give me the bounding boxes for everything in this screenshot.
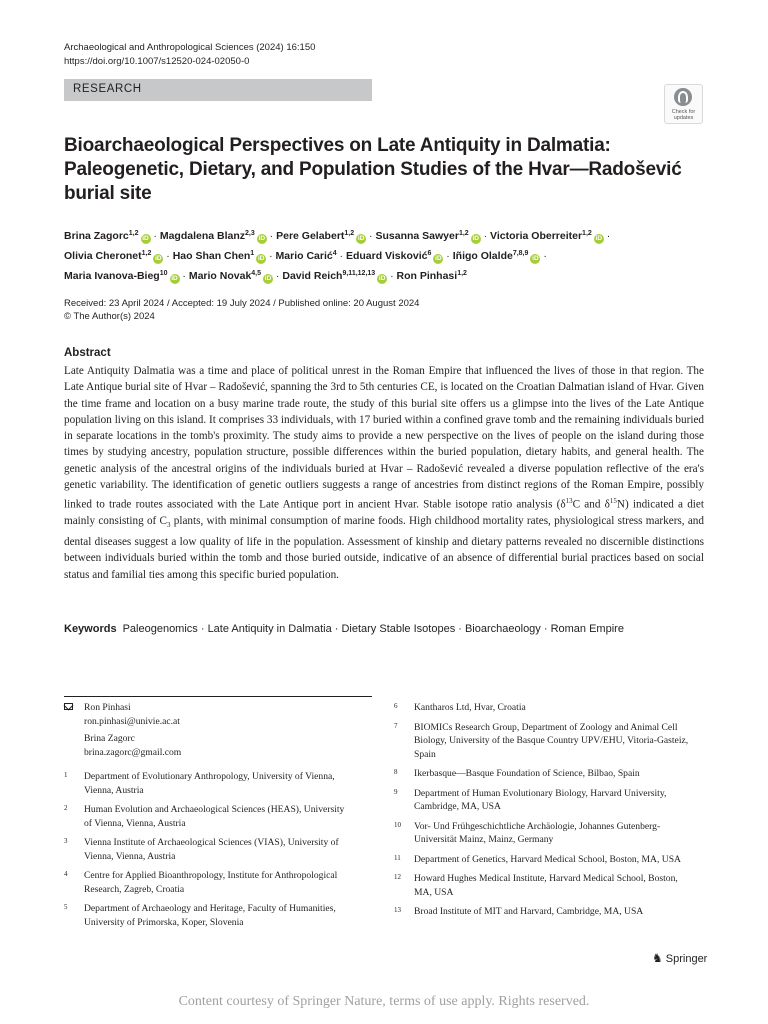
affiliation-item: 10 Vor- Und Frühgeschichtliche Archäologie, Johannes Gutenberg-Universität Mainz, Mainz, Germany — [394, 820, 661, 845]
author-name[interactable]: David Reich$^{9,11,12,13}$iD — [282, 270, 386, 282]
doi-link[interactable]: https://doi.org/10.1007/s12520-024-02050-0 — [64, 56, 250, 67]
orcid-icon[interactable]: iD — [142, 235, 149, 242]
orcid-icon[interactable]: iD — [257, 255, 265, 262]
author-name[interactable]: Pere Gelabert$^{1,2}$iD — [276, 230, 365, 242]
affiliation-item: 1 Department of Evolutionary Anthropology, University of Vienna, Vienna, Austria — [64, 771, 335, 796]
abstract-heading: Abstract — [64, 347, 111, 359]
keywords — [64, 623, 704, 635]
copyright: © The Author(s) 2024 — [64, 311, 155, 322]
author-name[interactable]: Magdalena Blanz$^{2,3}$iD — [159, 230, 266, 242]
orcid-icon[interactable]: iD — [264, 275, 272, 282]
author-name[interactable]: Hao Shan Chen$^1$iD — [172, 250, 265, 262]
author-name[interactable]: Mario Carić$^4$ — [275, 250, 337, 262]
update-icon — [674, 88, 692, 106]
affiliation-item: 7 BIOMICs Research Group, Department of Zoology and Animal Cell Biology, University of the Basque Country UPV/EHU, Vitoria-Gasteiz, Spain — [394, 721, 689, 760]
orcid-icon[interactable]: iD — [532, 255, 539, 262]
affiliation-item: 12 Howard Hughes Medical Institute, Harvard Medical School, Boston, MA, USA — [394, 873, 678, 898]
springer-horse-icon: ♞ — [652, 951, 663, 965]
author-name[interactable]: Mario Novak$^{4,5}$iD — [188, 270, 272, 282]
author-name[interactable]: Olivia Cheronet$^{1,2}$iD — [64, 250, 162, 262]
orcid-icon[interactable]: iD — [378, 275, 386, 282]
affiliation-item: 6 Kantharos Ltd, Hvar, Croatia — [394, 702, 526, 713]
envelope-icon — [64, 703, 73, 710]
affiliation-item: 9 Department of Human Evolutionary Biology, Harvard University, Cambridge, MA, USA — [394, 787, 667, 812]
correspondence-2 — [64, 732, 354, 759]
orcid-icon[interactable]: iD — [155, 255, 162, 262]
affiliation-item: 11 Department of Genetics, Harvard Medical School, Boston, MA, USA — [394, 853, 681, 865]
affiliations-left — [64, 701, 354, 935]
affiliation-item: 3 Vienna Institute of Archaeological Sciences (VIAS), University of Vienna, Vienna, Austria — [64, 837, 339, 862]
article-dates — [64, 297, 419, 323]
section-label-bar — [64, 79, 372, 101]
author-name[interactable]: Iñigo Olalde$^{7,8,9}$iD — [452, 250, 539, 262]
author-name[interactable]: Susanna Sawyer$^{1,2}$iD — [375, 230, 479, 242]
orcid-icon[interactable]: iD — [357, 235, 365, 242]
author-name[interactable]: Eduard Visković$^6$iD — [345, 250, 442, 262]
corr-name: Ron Pinhasi — [84, 702, 131, 713]
author-name[interactable]: Brina Zagorc$^{1,2}$iD — [64, 230, 149, 242]
affiliation-item: 13 Broad Institute of MIT and Harvard, Cambridge, MA, USA — [394, 906, 644, 917]
corr-email[interactable]: ron.pinhasi@univie.ac.at — [84, 715, 180, 727]
correspondence-1 — [64, 701, 354, 728]
affiliation-item: 4 Centre for Applied Bioanthropology, Institute for Anthropological Research, Zagreb, Croatia — [64, 870, 338, 895]
section-label: RESEARCH — [73, 83, 142, 95]
courtesy-notice: Content courtesy of Springer Nature, terms of use apply. Rights reserved. — [178, 994, 590, 1009]
affiliation-item: 2 Human Evolution and Archaeological Sciences (HEAS), University of Vienna, Vienna, Austria — [64, 804, 345, 829]
keywords-label: Keywords — [64, 623, 117, 635]
corr-email[interactable]: brina.zagorc@gmail.com — [84, 746, 182, 758]
author-name[interactable]: Ron Pinhasi$^{1,2}$ — [396, 270, 467, 282]
journal-citation: Archaeological and Anthropological Sciences (2024) 16:150 — [64, 42, 316, 53]
affiliation-item: 5 Department of Archaeology and Heritage, Faculty of Humanities, University of Primorska, Koper, Slovenia — [64, 903, 336, 928]
publisher-name: Springer — [665, 953, 708, 965]
orcid-icon[interactable]: iD — [171, 275, 178, 282]
publication-history: Received: 23 April 2024 / Accepted: 19 July 2024 / Published online: 20 August 2024 — [64, 298, 420, 309]
keywords-text: Paleogenomics · Late Antiquity in Dalmatia · Dietary Stable Isotopes · Bioarchaeology · Roman Empire — [122, 623, 624, 635]
badge-text-1: Check for — [671, 109, 696, 115]
journal-header — [64, 41, 315, 69]
author-name[interactable]: Maria Ivanova-Bieg$^{10}$iD — [64, 270, 178, 282]
author-list: Brina Zagorc$^{1,2}$iD · Magdalena Blanz$^{2,3}$iD · Pere Gelabert$^{1,2}$iD · Susanna Sawyer$^{1,2}$iD · Victoria Oberreiter$^{1,2}$iD · Olivia Cheronet$^{1,2}$iD · Hao Shan Chen$^1$iD · Mario Carić$^4$ · Eduard Visković$^6$iD · Iñigo Olalde$^{7,8,9}$iD · Maria Ivanova-Bieg$^{10}$iD · Mario Novak$^{4,5}$iD · David Reich$^{9,11,12,13}$iD · Ron Pinhasi$^{1,2}$ — [64, 230, 611, 282]
badge-text-2: updates — [673, 115, 694, 121]
publisher-logo — [652, 951, 707, 965]
abstract-text: Late Antiquity Dalmatia was a time and place of political unrest in the Roman Empire that influenced the lives of those in that region. The Late Antique burial site of Hvar – Radošević, spanning the 3rd to 5th centuries CE, is located on the Croatian Dalmatian island of Hvar. Given the time frame and location on a busy marine trade route, the study of this burial site offers us a glimpse into the lives of the Late Antique population living on this island. It comprises 33 individuals, with 17 buried within a confined grave tomb and the remaining individuals buried in separate locations in the tomb's proximity. The study aims to provide a new perspective on the lives of people on the island during those times by studying ancestry, population structure, possible differences within the buried population, dietary habits, and general health. The genetic analysis of the ancestral origins of the individuals buried at Hvar – Radošević revealed a diverse population reflective of the era's genetic variability. The identification of genetic outliers suggests a range of ancestries from distinct regions of the Roman Empire, possibly linked to trade routes associated with the Late Antique port in ancient Hvar. Stable isotope ratio analysis ($\delta^{13}C$ and $\delta^{15}N$) indicated a diet mainly consisting of $C_3$ plants, with minimal consumption of marine foods. High childhood mortality rates, physiological stress markers, and dental diseases suggest a low quality of life in the population. Assessment of kinship and dietary patterns revealed no discernible distinctions between individuals buried within the tomb and those buried outside, indicative of an absence of differential burial practices based on social status and familial ties among this specific buried population. — [64, 365, 704, 581]
orcid-icon[interactable]: iD — [258, 235, 266, 242]
affiliation-item: 8 Ikerbasque—Basque Foundation of Science, Bilbao, Spain — [394, 768, 640, 779]
corr-name: Brina Zagorc — [84, 733, 135, 744]
check-for-updates-button[interactable] — [664, 84, 703, 124]
orcid-icon[interactable]: iD — [435, 255, 442, 262]
article-title: Bioarchaeological Perspectives on Late Antiquity in Dalmatia: Paleogenetic, Dietary, and Population Studies of the Hvar—Radošević burial site — [64, 135, 682, 204]
orcid-icon[interactable]: iD — [595, 235, 603, 242]
affiliations-right — [394, 701, 694, 925]
author-name[interactable]: Victoria Oberreiter$^{1,2}$iD — [490, 230, 603, 242]
footnote-divider — [64, 696, 372, 697]
orcid-icon[interactable]: iD — [472, 235, 479, 242]
